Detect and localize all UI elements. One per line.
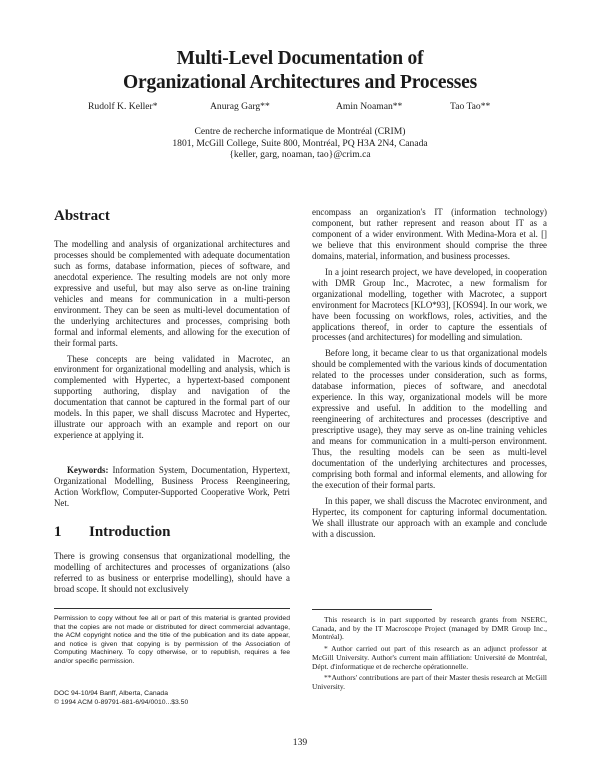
affiliation-line-1: Centre de recherche informatique de Montréal (CRIM) xyxy=(194,126,406,137)
keywords xyxy=(54,465,290,509)
permission-notice: Permission to copy without fee all or part of this material is granted provided that the copies are not made or distributed for direct commercial advantage, the ACM copyright notice and the title of the publication and its date appear, and notice is given that copying is by permission of the Association of Computing Machinery. To copy otherwise, or to republish, requires a fee and/or specific permission. xyxy=(54,615,290,665)
keywords-label: Keywords: xyxy=(67,465,109,475)
footnote-funding: This research is in part supported by research grants from NSERC, Canada, and by the IT Macroscope Project (managed by DMR Group Inc., Montréal). xyxy=(312,615,547,642)
abstract-paragraph-2: These concepts are being validated in Macrotec, an environment for organizational modelling and analysis, which is complemented with Hypertec, a hypertext-based component supporting authoring, display and navigation of the documentation that cannot be captured in the formal part of our models. In this paper, we shall discuss Macrotec and Hypertec, illustrate our approach with an example and report on our experience at applying it. xyxy=(54,353,290,441)
right-column-body xyxy=(312,207,547,545)
author-2: Anurag Garg** xyxy=(210,101,270,112)
affiliation-line-2: 1801, McGill College, Suite 800, Montréal, PQ H3A 2N4, Canada xyxy=(172,137,428,149)
affiliation-line-3: {keller, garg, noaman, tao}@crim.ca xyxy=(229,149,371,160)
conference-info xyxy=(54,690,290,707)
author-list xyxy=(88,101,520,113)
intro-number: 1 xyxy=(54,524,62,540)
keywords-text: Information System, Documentation, Hypertext, Organizational Modelling, Business Process Reengineering, Action Workflow, Computer-Supported Cooperative Work, Petri Net. xyxy=(54,465,290,508)
conference-line: DOC 94-10/94 Banff, Alberta, Canada xyxy=(54,690,168,697)
right-paragraph-4: In this paper, we shall discuss the Macrotec environment, and Hypertec, its component for capturing informal documentation. We shall illustrate our approach with an example and conclude with a discussion. xyxy=(312,495,547,539)
title-line-1: Multi-Level Documentation of xyxy=(176,48,424,69)
author-1: Rudolf K. Keller* xyxy=(88,101,158,112)
paper-title xyxy=(0,47,600,95)
affiliation xyxy=(0,126,600,161)
footnote-double-star: **Authors' contributions are part of their Master thesis research at McGill University. xyxy=(312,673,547,691)
intro-body xyxy=(54,551,290,600)
abstract-heading: Abstract xyxy=(54,208,110,224)
footnote-rule-left xyxy=(54,608,290,609)
right-paragraph-2: In a joint research project, we have developed, in cooperation with DMR Group Inc., Macrotec, a new formalism for organizational modelling, together with Macrotec, a support environment for Macrotecs [KLO*93], [KOS94]. In our work, we have been focussing on workflows, roles, activities, and the applications thereof, in order to capture the essentials of processes (and architectures) for modelling and simulation. xyxy=(312,266,547,343)
abstract-paragraph-1: The modelling and analysis of organizational architectures and processes should be complemented with adequate documentation such as forms, database information, pieces of software, and anecdotal experience. The resulting models are not only more expressive and useful, but may also serve as on-line training vehicles and means for communication in a multi-person environment. They can be seen as multi-level documentation of the underlying architectures and processes, comprising both formal and informal elements, and allowing for the execution of their formal parts. xyxy=(54,239,290,348)
page-number: 139 xyxy=(292,737,308,748)
title-line-2: Organizational Architectures and Processes xyxy=(123,72,477,93)
intro-paragraph-1: There is growing consensus that organizational modelling, the modelling of architectures and processes of organizations (also referred to as business or enterprise modelling), should have a broad scope. It should not exclusively xyxy=(54,551,290,594)
intro-heading xyxy=(54,524,170,540)
abstract-body xyxy=(54,239,290,446)
footnote-star: * Author carried out part of this research as an adjunct professor at McGill University. Author's current main affiliation: Université de Montréal, Dépt. d'informatique et de recherche opérationnelle. xyxy=(312,644,547,671)
author-4: Tao Tao** xyxy=(450,101,491,112)
footnote-rule-right xyxy=(312,609,432,610)
author-3: Amin Noaman** xyxy=(336,101,403,112)
right-paragraph-1: encompass an organization's IT (information technology) component, but rather represent and reason about IT as a component of a wider environment. With Medina-Mora et al. [] we believe that this environment should comprise the three domains, material, information, and business processes. xyxy=(312,207,547,261)
copyright-line: © 1994 ACM 0-89791-681-6/94/0010...$3.50 xyxy=(54,698,189,706)
right-paragraph-3: Before long, it became clear to us that organizational models should be complemented with the various kinds of documentation related to the processes under consideration, such as forms, database information, pieces of software, and anecdotal experience. In this way, organizational models will be more expressive and useful. In addition to the modelling and reengineering of architectures and processes (descriptive and prescriptive usage), they may serve as on-line training vehicles and means for communication in a multi-person environment. Thus, the resulting models can be seen as multi-level documentation of the underlying architectures and processes, comprising both formal and informal elements, and allowing for the execution of their formal parts. xyxy=(312,348,547,490)
footnotes-right xyxy=(312,616,547,695)
intro-title: Introduction xyxy=(89,524,171,540)
